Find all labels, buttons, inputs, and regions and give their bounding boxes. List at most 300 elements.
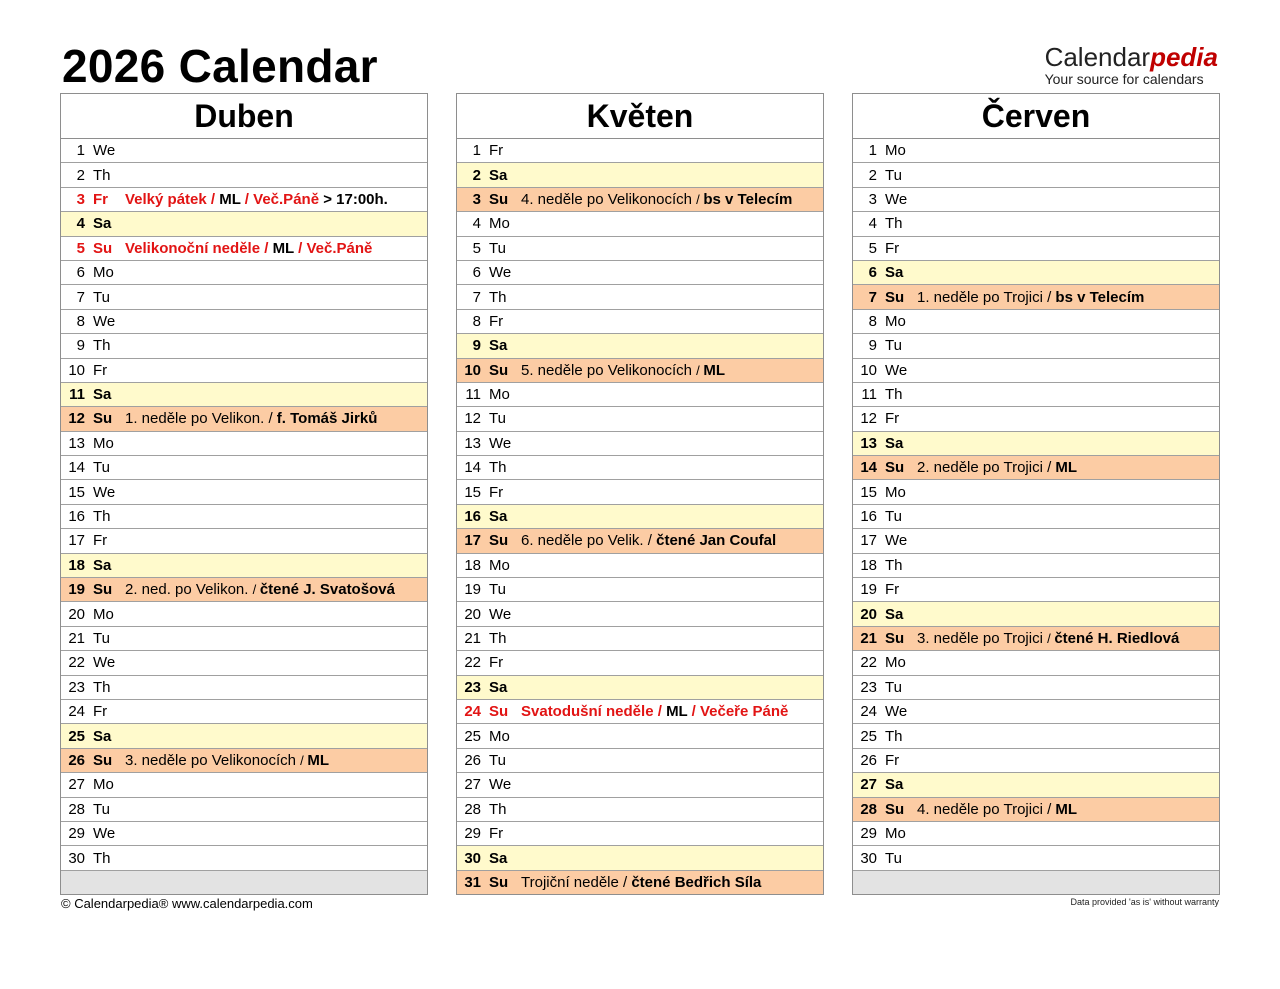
day-number: 22: [860, 654, 877, 672]
day-number: 10: [68, 361, 85, 379]
day-row: [853, 529, 1219, 553]
day-number: 10: [464, 361, 481, 379]
day-row: [457, 212, 823, 236]
brand-name: Calendar: [1044, 42, 1151, 72]
weekday: Su: [489, 532, 509, 550]
day-number: 11: [69, 386, 85, 404]
day-row: [61, 261, 427, 285]
day-row: [61, 407, 427, 431]
day-row: [853, 432, 1219, 456]
day-number: 24: [860, 703, 877, 721]
day-number: 2: [472, 166, 481, 184]
event-segment: Svatodušní neděle: [521, 703, 654, 721]
day-row: [853, 285, 1219, 309]
day-row: [61, 627, 427, 651]
day-number: 31: [464, 873, 481, 891]
day-row: [61, 773, 427, 797]
day-number: 24: [464, 703, 481, 721]
weekday: Mo: [93, 776, 114, 794]
weekday: Tu: [489, 751, 506, 769]
day-row: [853, 676, 1219, 700]
day-row: [853, 846, 1219, 870]
day-row: [853, 602, 1219, 626]
empty-row: [853, 871, 1219, 894]
day-number: 6: [472, 264, 481, 282]
day-number: 19: [68, 581, 85, 599]
weekday: Th: [885, 556, 903, 574]
day-row: [457, 188, 823, 212]
event-segment: ML: [666, 703, 688, 721]
day-number: 12: [464, 410, 481, 428]
event-segment: bs v Telecím: [1055, 288, 1145, 306]
day-number: 6: [76, 264, 85, 282]
weekday: Th: [885, 215, 903, 233]
day-number: 20: [464, 605, 481, 623]
weekday: Su: [489, 703, 509, 721]
day-row: [61, 724, 427, 748]
weekday: Su: [885, 459, 905, 477]
weekday: Sa: [93, 556, 112, 574]
day-number: 28: [860, 800, 877, 818]
day-row: [457, 578, 823, 602]
day-number: 11: [861, 386, 877, 404]
day-row: [853, 334, 1219, 358]
weekday: Mo: [489, 727, 510, 745]
event-text: [917, 289, 1219, 306]
weekday: Tu: [885, 678, 902, 696]
day-row: [853, 505, 1219, 529]
day-row: [853, 359, 1219, 383]
weekday: Mo: [885, 483, 906, 501]
weekday: We: [489, 264, 512, 282]
day-number: 18: [860, 556, 877, 574]
day-number: 19: [860, 581, 877, 599]
event-segment: ML: [1055, 459, 1078, 477]
event-segment: čtené Jan Coufal: [656, 532, 777, 550]
event-text: [125, 191, 427, 208]
day-row: [457, 285, 823, 309]
weekday: Tu: [489, 239, 506, 257]
day-row: [853, 163, 1219, 187]
day-number: 21: [68, 630, 85, 647]
day-number: 17: [68, 532, 85, 550]
day-row: [457, 676, 823, 700]
weekday: Fr: [93, 361, 108, 379]
day-number: 26: [860, 751, 877, 769]
day-row: [853, 627, 1219, 651]
weekday: Tu: [93, 459, 110, 477]
weekday: We: [93, 483, 116, 501]
footer-disclaimer: Data provided 'as is' without warranty: [1070, 897, 1219, 907]
weekday: Th: [93, 678, 111, 696]
weekday: Sa: [489, 166, 508, 184]
weekday: Fr: [489, 312, 504, 330]
weekday: Sa: [489, 508, 508, 526]
day-row: [457, 359, 823, 383]
day-row: [61, 846, 427, 870]
event-segment: ML: [703, 361, 726, 379]
weekday: Sa: [489, 849, 508, 867]
brand-tagline: Your source for calendars: [1044, 71, 1204, 87]
weekday: Fr: [93, 190, 108, 208]
event-segment: 1. neděle po Velikon. /: [125, 410, 277, 428]
weekday: Fr: [885, 581, 900, 599]
event-segment: ML: [307, 751, 330, 769]
day-row: [457, 480, 823, 504]
event-segment: /: [1047, 631, 1055, 646]
day-row: [61, 480, 427, 504]
weekday: We: [489, 434, 512, 452]
day-row: [853, 237, 1219, 261]
weekday: Su: [489, 873, 509, 891]
event-text: [125, 752, 427, 769]
day-row: [61, 602, 427, 626]
day-number: 16: [860, 508, 877, 526]
event-text: [521, 703, 823, 720]
event-segment: /: [240, 190, 254, 208]
day-number: 13: [68, 434, 85, 452]
weekday: Tu: [93, 630, 110, 647]
weekday: Fr: [93, 703, 108, 721]
day-row: [853, 554, 1219, 578]
day-number: 19: [464, 581, 481, 599]
day-number: 25: [860, 727, 877, 745]
day-row: [457, 773, 823, 797]
weekday: Su: [93, 239, 113, 257]
event-segment: 6. neděle po Velik. /: [521, 532, 657, 550]
day-number: 8: [76, 312, 85, 330]
weekday: Fr: [489, 825, 504, 843]
event-segment: > 17:00h.: [319, 190, 388, 208]
day-number: 23: [68, 678, 85, 696]
event-segment: čtené Bedřich Síla: [631, 873, 762, 891]
day-row: [61, 676, 427, 700]
day-number: 13: [464, 434, 481, 452]
weekday: We: [93, 825, 116, 843]
weekday: Su: [93, 410, 113, 428]
day-row: [853, 383, 1219, 407]
month-header: Duben: [61, 94, 427, 139]
day-number: 30: [464, 849, 481, 867]
day-row: [61, 505, 427, 529]
day-number: 22: [68, 654, 85, 672]
event-segment: Večeře Páně: [699, 703, 789, 721]
day-number: 23: [464, 678, 481, 696]
weekday: Mo: [885, 142, 906, 160]
day-row: [457, 554, 823, 578]
weekday: Su: [885, 800, 905, 818]
day-row: [457, 871, 823, 894]
day-number: 28: [464, 800, 481, 818]
event-text: [521, 191, 823, 208]
weekday: Th: [885, 727, 903, 745]
event-segment: 2. neděle po Trojici /: [917, 459, 1056, 477]
day-row: [853, 578, 1219, 602]
day-list: [457, 139, 823, 894]
day-number: 27: [68, 776, 85, 794]
weekday: Mo: [489, 386, 510, 404]
event-segment: /: [206, 190, 220, 208]
event-segment: /: [696, 362, 704, 378]
day-number: 21: [464, 630, 481, 647]
event-segment: čtené H. Riedlová: [1054, 630, 1180, 647]
weekday: Tu: [885, 337, 902, 355]
day-row: [457, 602, 823, 626]
event-segment: Več.Páně: [253, 190, 320, 208]
day-number: 29: [68, 825, 85, 843]
day-row: [61, 700, 427, 724]
day-number: 3: [76, 190, 85, 208]
weekday: Th: [93, 166, 111, 184]
event-text: [521, 532, 823, 549]
day-row: [853, 261, 1219, 285]
day-list: [853, 139, 1219, 894]
day-number: 7: [76, 288, 85, 306]
day-row: [61, 651, 427, 675]
day-number: 17: [860, 532, 877, 550]
day-row: [853, 798, 1219, 822]
weekday: Mo: [93, 434, 114, 452]
weekday: Fr: [489, 483, 504, 501]
weekday: Sa: [489, 678, 508, 696]
day-row: [457, 139, 823, 163]
day-number: 10: [860, 361, 877, 379]
brand-name-accent: pedia: [1150, 42, 1218, 72]
weekday: Th: [489, 459, 507, 477]
day-number: 23: [860, 678, 877, 696]
event-segment: /: [293, 239, 307, 257]
day-row: [457, 456, 823, 480]
day-row: [61, 749, 427, 773]
weekday: Th: [93, 508, 111, 526]
event-segment: /: [260, 239, 273, 257]
weekday: Fr: [885, 751, 900, 769]
event-segment: 4. neděle po Trojici /: [917, 800, 1056, 818]
day-row: [457, 822, 823, 846]
weekday: We: [885, 190, 908, 208]
event-segment: /: [300, 752, 308, 768]
day-row: [61, 310, 427, 334]
weekday: Tu: [93, 288, 110, 306]
day-row: [61, 237, 427, 261]
day-number: 15: [860, 483, 877, 501]
day-number: 14: [464, 459, 481, 477]
weekday: We: [93, 654, 116, 672]
day-list: [61, 139, 427, 894]
weekday: Fr: [489, 654, 504, 672]
day-row: [457, 700, 823, 724]
weekday: Fr: [489, 142, 504, 160]
day-row: [61, 139, 427, 163]
weekday: We: [93, 312, 116, 330]
day-number: 6: [868, 264, 877, 282]
month-panel-april: [60, 93, 428, 895]
day-row: [457, 432, 823, 456]
day-number: 27: [860, 776, 877, 794]
weekday: Mo: [885, 825, 906, 843]
day-number: 30: [68, 849, 85, 867]
event-text: [917, 459, 1219, 476]
day-row: [853, 310, 1219, 334]
day-row: [457, 237, 823, 261]
weekday: Tu: [885, 166, 902, 184]
day-row: [457, 529, 823, 553]
day-row: [457, 407, 823, 431]
day-row: [61, 822, 427, 846]
day-number: 8: [472, 312, 481, 330]
day-number: 29: [464, 825, 481, 843]
event-segment: 5. neděle po Velikonocích: [521, 361, 697, 379]
day-number: 25: [464, 727, 481, 745]
day-row: [457, 724, 823, 748]
event-segment: 1. neděle po Trojici /: [917, 288, 1056, 306]
day-number: 24: [68, 703, 85, 721]
day-number: 5: [472, 239, 481, 257]
day-row: [61, 383, 427, 407]
weekday: Mo: [885, 654, 906, 672]
event-segment: 3. neděle po Velikonocích: [125, 751, 301, 769]
day-row: [853, 822, 1219, 846]
day-number: 7: [868, 288, 877, 306]
day-number: 30: [860, 849, 877, 867]
event-segment: ML: [219, 190, 241, 208]
weekday: Tu: [885, 508, 902, 526]
day-row: [457, 846, 823, 870]
day-number: 16: [68, 508, 85, 526]
day-number: 12: [860, 410, 877, 428]
weekday: Mo: [93, 605, 114, 623]
day-number: 25: [68, 727, 85, 745]
weekday: Th: [93, 849, 111, 867]
weekday: Sa: [885, 605, 904, 623]
weekday: Sa: [93, 727, 112, 745]
day-number: 1: [76, 142, 85, 160]
day-row: [853, 456, 1219, 480]
day-number: 2: [76, 166, 85, 184]
weekday: We: [93, 142, 116, 160]
day-row: [853, 480, 1219, 504]
page-title: 2026 Calendar: [62, 40, 378, 92]
day-row: [61, 578, 427, 602]
weekday: Su: [885, 630, 905, 647]
event-segment: Velikonoční neděle: [125, 239, 261, 257]
day-number: 4: [868, 215, 877, 233]
month-panel-june: [852, 93, 1220, 895]
day-number: 3: [472, 190, 481, 208]
month-header: Červen: [853, 94, 1219, 139]
day-row: [61, 359, 427, 383]
event-segment: Trojiční neděle /: [521, 873, 632, 891]
weekday: Sa: [885, 434, 904, 452]
day-row: [61, 334, 427, 358]
event-segment: 3. neděle po Trojici: [917, 630, 1048, 647]
weekday: Th: [93, 337, 111, 355]
event-segment: 2. ned. po Velikon.: [125, 581, 253, 599]
day-row: [853, 139, 1219, 163]
weekday: We: [489, 776, 512, 794]
event-text: [521, 362, 823, 379]
day-number: 29: [860, 825, 877, 843]
day-number: 8: [868, 312, 877, 330]
empty-row: [61, 871, 427, 894]
day-row: [853, 188, 1219, 212]
weekday: We: [885, 532, 908, 550]
month-header: Květen: [457, 94, 823, 139]
day-row: [61, 798, 427, 822]
weekday: Mo: [489, 215, 510, 233]
day-number: 17: [464, 532, 481, 550]
weekday: Sa: [489, 337, 508, 355]
day-number: 14: [68, 459, 85, 477]
weekday: Sa: [885, 776, 904, 794]
day-row: [457, 310, 823, 334]
day-number: 2: [868, 166, 877, 184]
weekday: Th: [489, 800, 507, 818]
day-number: 15: [68, 483, 85, 501]
day-number: 5: [868, 239, 877, 257]
day-row: [457, 651, 823, 675]
day-number: 1: [868, 142, 877, 160]
event-segment: f. Tomáš Jirků: [276, 410, 378, 428]
day-row: [61, 212, 427, 236]
day-number: 3: [868, 190, 877, 208]
day-number: 14: [860, 459, 877, 477]
weekday: Fr: [93, 532, 108, 550]
day-number: 11: [465, 386, 481, 404]
day-number: 7: [472, 288, 481, 306]
day-number: 12: [68, 410, 85, 428]
brand-logo: [1045, 43, 1218, 87]
day-number: 4: [472, 215, 481, 233]
event-text: [521, 874, 823, 891]
day-row: [853, 700, 1219, 724]
day-row: [457, 798, 823, 822]
day-number: 13: [860, 434, 877, 452]
day-number: 22: [464, 654, 481, 672]
day-row: [853, 651, 1219, 675]
event-text: [125, 410, 427, 427]
weekday: Su: [489, 190, 509, 208]
event-segment: bs v Telecím: [703, 190, 793, 208]
event-segment: /: [252, 582, 260, 598]
event-segment: 4. neděle po Velikonocích: [521, 190, 697, 208]
day-row: [853, 724, 1219, 748]
weekday: Su: [885, 288, 905, 306]
event-segment: Več.Páně: [306, 239, 373, 257]
day-row: [853, 212, 1219, 236]
day-number: 5: [76, 239, 85, 257]
day-row: [61, 529, 427, 553]
day-number: 26: [68, 751, 85, 769]
event-segment: ML: [1055, 800, 1078, 818]
event-segment: ML: [272, 239, 294, 257]
weekday: We: [885, 703, 908, 721]
weekday: Tu: [885, 849, 902, 867]
weekday: We: [489, 605, 512, 623]
event-segment: Velký pátek: [125, 190, 207, 208]
day-row: [457, 505, 823, 529]
day-row: [457, 627, 823, 651]
month-panel-may: [456, 93, 824, 895]
day-number: 26: [464, 751, 481, 769]
day-row: [61, 163, 427, 187]
weekday: Mo: [489, 556, 510, 574]
day-number: 16: [464, 508, 481, 526]
day-row: [457, 334, 823, 358]
weekday: Sa: [93, 215, 112, 233]
day-number: 9: [76, 337, 85, 355]
day-number: 4: [76, 215, 85, 233]
